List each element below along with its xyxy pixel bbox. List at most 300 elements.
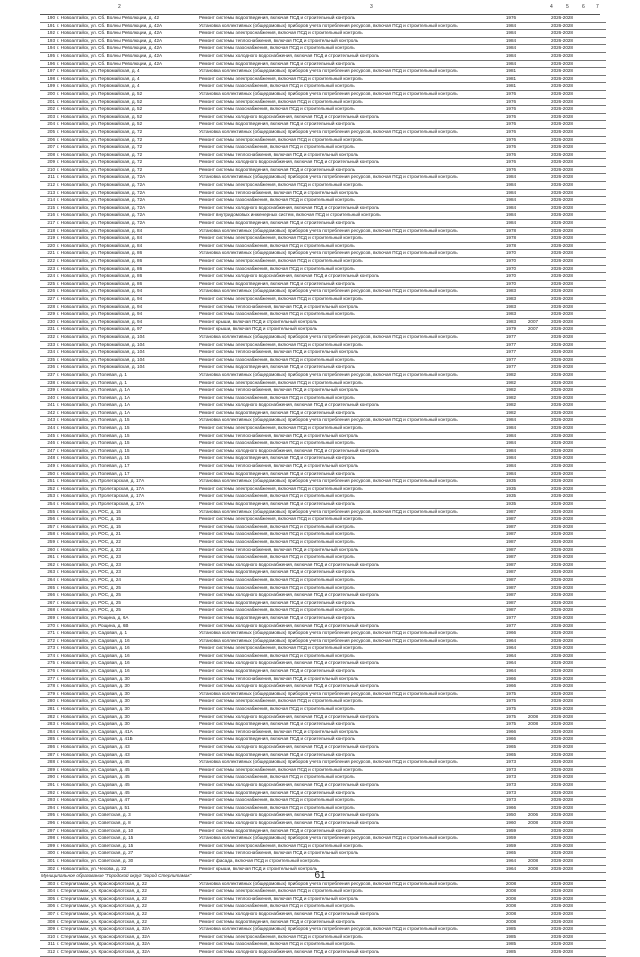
- table-row: [40, 797, 606, 805]
- table-row: [40, 371, 606, 379]
- table-row: [40, 235, 606, 243]
- table-row: [40, 45, 606, 53]
- row-address: г. Новоалтайск, ул. Полевая, д. 15: [56, 425, 198, 433]
- row-address: г. Новоалтайск, ул. РОС, д. 25: [56, 607, 198, 615]
- row-year-repair: [522, 455, 544, 463]
- row-number: 209: [40, 159, 56, 167]
- row-extra: [580, 204, 606, 212]
- row-year-repair: [522, 538, 544, 546]
- row-year-built: 1935: [500, 501, 522, 509]
- table-row: [40, 242, 606, 250]
- row-work-type: Ремонт системы электроснабжения, включая ПСД и строительный контроль: [198, 136, 500, 144]
- row-number: 286: [40, 744, 56, 752]
- row-period: 2026-2028: [544, 607, 580, 615]
- row-year-built: 1950: [500, 812, 522, 820]
- row-number: 302: [40, 865, 56, 873]
- row-extra: [580, 546, 606, 554]
- row-year-repair: [522, 835, 544, 843]
- row-extra: [580, 189, 606, 197]
- row-year-built: 2008: [500, 911, 522, 919]
- row-work-type: Ремонт системы холодного водоснабжения, включая ПСД и строительный контроль: [198, 561, 500, 569]
- table-row: [40, 440, 606, 448]
- row-period: 2026-2028: [544, 409, 580, 417]
- row-work-type: Ремонт системы электроснабжения, включая ПСД и строительный контроль: [198, 182, 500, 190]
- table-row: [40, 333, 606, 341]
- row-year-repair: [522, 151, 544, 159]
- row-period: 2026-2028: [544, 349, 580, 357]
- row-number: 292: [40, 789, 56, 797]
- row-extra: [580, 652, 606, 660]
- row-period: 2026-2028: [544, 819, 580, 827]
- row-extra: [580, 273, 606, 281]
- table-row: [40, 144, 606, 152]
- row-year-repair: [522, 242, 544, 250]
- row-address: г. Новоалтайск, ул. Чехова, д. 22: [56, 865, 198, 873]
- row-year-repair: [522, 52, 544, 60]
- row-number: 194: [40, 45, 56, 53]
- row-year-repair: [522, 926, 544, 934]
- table-row: [40, 166, 606, 174]
- row-extra: [580, 698, 606, 706]
- row-address: г. Стерлитамак, ул. Краснофлотская, д. 32А: [56, 933, 198, 941]
- row-address: г. Новоалтайск, ул. Садовая, д. 16: [56, 645, 198, 653]
- row-year-repair: [522, 949, 544, 957]
- table-row: [40, 728, 606, 736]
- row-year-repair: [522, 333, 544, 341]
- row-work-type: Установка коллективных (общедомовых) приборов учета потребления ресурсов, включая ПСД и строительный контроль: [198, 174, 500, 182]
- row-work-type: Ремонт системы газоснабжения, включая ПСД и строительный контроль: [198, 531, 500, 539]
- row-address: г. Новоалтайск, ул. Первомайская, д. 94: [56, 303, 198, 311]
- row-work-type: Ремонт системы холодного водоснабжения, включая ПСД и строительный контроль: [198, 781, 500, 789]
- table-row: [40, 842, 606, 850]
- row-extra: [580, 235, 606, 243]
- row-address: г. Новоалтайск, ул. Первомайская, д. 86: [56, 280, 198, 288]
- table-row: [40, 630, 606, 638]
- row-extra: [580, 333, 606, 341]
- table-row: [40, 781, 606, 789]
- row-year-repair: [522, 387, 544, 395]
- column-number-header: [0, 4, 640, 14]
- row-work-type: Ремонт системы холодного водоснабжения, включая ПСД и строительный контроль: [198, 911, 500, 919]
- row-year-repair: [522, 592, 544, 600]
- row-year-repair: 2008: [522, 857, 544, 865]
- row-address: г. Новоалтайск, ул. Первомайская, д. 72А: [56, 220, 198, 228]
- row-year-repair: 2008: [522, 721, 544, 729]
- table-row: [40, 508, 606, 516]
- table-row: [40, 888, 606, 896]
- row-year-repair: 2007: [522, 318, 544, 326]
- row-extra: [580, 622, 606, 630]
- row-address: г. Новоалтайск, ул. Садовая, д. 51: [56, 804, 198, 812]
- row-extra: [580, 470, 606, 478]
- row-period: 2026-2028: [544, 68, 580, 76]
- row-work-type: Установка коллективных (общедомовых) приборов учета потребления ресурсов, включая ПСД и строительный контроль: [198, 835, 500, 843]
- row-number: 251: [40, 478, 56, 486]
- row-year-built: 1984: [500, 189, 522, 197]
- row-year-built: 1973: [500, 759, 522, 767]
- row-year-repair: [522, 804, 544, 812]
- row-period: 2026-2028: [544, 356, 580, 364]
- row-extra: [580, 683, 606, 691]
- row-year-repair: [522, 607, 544, 615]
- row-address: г. Новоалтайск, ул. РОС, д. 23: [56, 546, 198, 554]
- row-work-type: Ремонт системы электроснабжения, включая ПСД и строительный контроль: [198, 258, 500, 266]
- row-address: г. Новоалтайск, ул. Первомайская, д. 72: [56, 151, 198, 159]
- row-work-type: Установка коллективных (общедомовых) приборов учета потребления ресурсов, включая ПСД и строительный контроль: [198, 690, 500, 698]
- row-extra: [580, 584, 606, 592]
- col-6-number: 6: [582, 4, 585, 10]
- row-work-type: Ремонт системы газоснабжения, включая ПСД и строительный контроль: [198, 576, 500, 584]
- row-year-built: 2008: [500, 880, 522, 888]
- row-year-repair: [522, 561, 544, 569]
- row-extra: [580, 447, 606, 455]
- row-number: 217: [40, 220, 56, 228]
- row-period: 2026-2028: [544, 258, 580, 266]
- row-period: 2026-2028: [544, 273, 580, 281]
- row-work-type: Ремонт системы электроснабжения, включая ПСД и строительный контроль: [198, 379, 500, 387]
- row-period: 2026-2028: [544, 728, 580, 736]
- row-work-type: Ремонт системы газоснабжения, включая ПСД и строительный контроль: [198, 197, 500, 205]
- row-period: 2026-2028: [544, 523, 580, 531]
- row-year-built: 1979: [500, 326, 522, 334]
- row-extra: [580, 30, 606, 38]
- row-year-repair: [522, 652, 544, 660]
- row-number: 250: [40, 470, 56, 478]
- row-number: 208: [40, 151, 56, 159]
- row-period: 2026-2028: [544, 128, 580, 136]
- row-address: г. Новоалтайск, ул. Советская, д. 15: [56, 842, 198, 850]
- row-address: г. Новоалтайск, ул. Садовая, д. 16: [56, 652, 198, 660]
- row-address: г. Новоалтайск, ул. Советская, д. 10: [56, 827, 198, 835]
- table-row: [40, 637, 606, 645]
- row-year-built: 1966: [500, 728, 522, 736]
- row-number: 229: [40, 311, 56, 319]
- row-period: 2026-2028: [544, 425, 580, 433]
- row-year-repair: [522, 660, 544, 668]
- row-extra: [580, 645, 606, 653]
- row-work-type: Ремонт системы водоотведения, включая ПСД и строительный контроль: [198, 599, 500, 607]
- row-year-repair: [522, 371, 544, 379]
- row-work-type: Установка коллективных (общедомовых) приборов учета потребления ресурсов, включая ПСД и строительный контроль: [198, 880, 500, 888]
- row-number: 223: [40, 265, 56, 273]
- row-number: 308: [40, 918, 56, 926]
- row-number: 219: [40, 235, 56, 243]
- row-year-built: 1970: [500, 258, 522, 266]
- row-extra: [580, 356, 606, 364]
- row-address: г. Новоалтайск, ул. Первомайская, д. 72А: [56, 174, 198, 182]
- row-year-repair: [522, 227, 544, 235]
- row-extra: [580, 804, 606, 812]
- row-year-built: 1977: [500, 341, 522, 349]
- row-work-type: Ремонт системы теплоснабжения, включая ПСД и строительный контроль: [198, 546, 500, 554]
- row-period: 2026-2028: [544, 827, 580, 835]
- row-period: 2026-2028: [544, 90, 580, 98]
- row-year-built: 1966: [500, 630, 522, 638]
- row-year-built: 1975: [500, 706, 522, 714]
- row-year-repair: [522, 675, 544, 683]
- row-year-repair: [522, 295, 544, 303]
- table-row: [40, 918, 606, 926]
- row-address: г. Новоалтайск, ул. Пролетарская, д. 17А: [56, 501, 198, 509]
- row-address: г. Новоалтайск, ул. Первомайская, д. 72А: [56, 204, 198, 212]
- row-year-built: 1964: [500, 668, 522, 676]
- row-extra: [580, 128, 606, 136]
- row-period: 2026-2028: [544, 812, 580, 820]
- table-row: [40, 903, 606, 911]
- table-row: [40, 387, 606, 395]
- table-row: [40, 326, 606, 334]
- row-year-built: 1987: [500, 531, 522, 539]
- row-period: 2026-2028: [544, 106, 580, 114]
- row-year-built: 1970: [500, 280, 522, 288]
- row-number: 241: [40, 402, 56, 410]
- table-row: [40, 789, 606, 797]
- row-year-built: 1982: [500, 371, 522, 379]
- row-year-built: 1984: [500, 60, 522, 68]
- table-row: [40, 311, 606, 319]
- row-period: 2026-2028: [544, 645, 580, 653]
- row-address: г. Новоалтайск, ул. Садовая, д. 43: [56, 751, 198, 759]
- row-address: г. Новоалтайск, ул. Полевая, д. 15: [56, 417, 198, 425]
- row-number: 226: [40, 288, 56, 296]
- row-extra: [580, 933, 606, 941]
- row-number: 285: [40, 736, 56, 744]
- row-number: 301: [40, 857, 56, 865]
- row-year-built: 1977: [500, 364, 522, 372]
- table-row: [40, 227, 606, 235]
- row-work-type: Ремонт системы холодного водоснабжения, включая ПСД и строительный контроль: [198, 819, 500, 827]
- row-number: 288: [40, 759, 56, 767]
- row-period: 2026-2028: [544, 371, 580, 379]
- row-period: 2026-2028: [544, 941, 580, 949]
- row-number: 263: [40, 569, 56, 577]
- row-number: 273: [40, 645, 56, 653]
- row-address: г. Стерлитамак, ул. Краснофлотская, д. 32А: [56, 949, 198, 957]
- row-period: 2026-2028: [544, 60, 580, 68]
- row-number: 272: [40, 637, 56, 645]
- row-number: 193: [40, 37, 56, 45]
- row-extra: [580, 774, 606, 782]
- row-work-type: Ремонт системы электроснабжения, включая ПСД и строительный контроль: [198, 766, 500, 774]
- row-work-type: Ремонт системы электроснабжения, включая ПСД и строительный контроль: [198, 295, 500, 303]
- row-year-repair: [522, 166, 544, 174]
- row-year-built: 1973: [500, 781, 522, 789]
- row-address: г. Стерлитамак, ул. Краснофлотская, д. 22: [56, 911, 198, 919]
- row-extra: [580, 45, 606, 53]
- row-address: г. Новоалтайск, ул. Сб. Волны Революции, д. 42А: [56, 22, 198, 30]
- row-work-type: Ремонт системы электроснабжения, включая ПСД и строительный контроль: [198, 698, 500, 706]
- table-row: [40, 949, 606, 957]
- row-year-built: 1935: [500, 485, 522, 493]
- table-row: [40, 273, 606, 281]
- table-row: [40, 83, 606, 91]
- row-year-built: 1987: [500, 599, 522, 607]
- row-number: 284: [40, 728, 56, 736]
- row-address: г. Новоалтайск, ул. РОС, д. 15: [56, 516, 198, 524]
- row-address: г. Новоалтайск, ул. Садовая, д. 41А: [56, 728, 198, 736]
- table-row: [40, 212, 606, 220]
- row-year-repair: [522, 698, 544, 706]
- row-number: 247: [40, 447, 56, 455]
- row-year-repair: [522, 75, 544, 83]
- row-year-repair: [522, 250, 544, 258]
- repair-register-table: [40, 15, 606, 957]
- row-year-built: 1987: [500, 576, 522, 584]
- row-year-repair: [522, 440, 544, 448]
- row-address: г. Новоалтайск, ул. РОС, д. 25: [56, 592, 198, 600]
- row-year-built: 1970: [500, 250, 522, 258]
- row-year-built: 1976: [500, 151, 522, 159]
- row-period: 2026-2028: [544, 584, 580, 592]
- row-extra: [580, 151, 606, 159]
- row-address: г. Стерлитамак, ул. Краснофлотская, д. 32А: [56, 941, 198, 949]
- row-extra: [580, 106, 606, 114]
- row-address: г. Новоалтайск, ул. Сб. Волны Революции, д. 42А: [56, 45, 198, 53]
- row-period: 2026-2028: [544, 622, 580, 630]
- table-row: [40, 68, 606, 76]
- row-work-type: Ремонт системы газоснабжения, включая ПСД и строительный контроль: [198, 83, 500, 91]
- row-year-repair: [522, 30, 544, 38]
- row-work-type: Ремонт системы водоотведения, включая ПСД и строительный контроль: [198, 220, 500, 228]
- row-work-type: Ремонт системы холодного водоснабжения, включая ПСД и строительный контроль: [198, 592, 500, 600]
- row-work-type: Ремонт системы теплоснабжения, включая ПСД и строительный контроль: [198, 37, 500, 45]
- row-year-repair: [522, 941, 544, 949]
- row-extra: [580, 766, 606, 774]
- table-row: [40, 607, 606, 615]
- row-address: г. Новоалтайск, ул. Садовая, д. 41Б: [56, 736, 198, 744]
- row-address: г. Новоалтайск, ул. Первомайская, д. 104: [56, 364, 198, 372]
- table-row: [40, 501, 606, 509]
- row-extra: [580, 728, 606, 736]
- row-address: г. Новоалтайск, ул. Сб. Волны Революции, д. 42А: [56, 37, 198, 45]
- row-work-type: Ремонт системы газоснабжения, включая ПСД и строительный контроль: [198, 941, 500, 949]
- row-work-type: Ремонт системы газоснабжения, включая ПСД и строительный контроль: [198, 523, 500, 531]
- row-extra: [580, 394, 606, 402]
- table-row: [40, 538, 606, 546]
- row-address: г. Новоалтайск, ул. Первомайская, д. 4: [56, 83, 198, 91]
- section-title: Муниципальное образование "Городской округ "город Стерлитамак": [40, 873, 606, 881]
- table-row: [40, 516, 606, 524]
- row-period: 2026-2028: [544, 288, 580, 296]
- row-work-type: Ремонт системы водоотведения, включая ПСД и строительный контроль: [198, 721, 500, 729]
- row-extra: [580, 83, 606, 91]
- row-extra: [580, 212, 606, 220]
- row-number: 282: [40, 713, 56, 721]
- table-row: [40, 30, 606, 38]
- row-year-repair: [522, 728, 544, 736]
- row-address: г. Новоалтайск, ул. Садовая, д. 45: [56, 781, 198, 789]
- row-year-repair: [522, 850, 544, 858]
- row-year-built: 1984: [500, 425, 522, 433]
- row-work-type: Ремонт системы газоснабжения, включая ПСД и строительный контроль: [198, 804, 500, 812]
- row-number: 230: [40, 318, 56, 326]
- row-address: г. Новоалтайск, ул. Первомайская, д. 52: [56, 90, 198, 98]
- row-period: 2026-2028: [544, 341, 580, 349]
- table-row: [40, 288, 606, 296]
- table-row: [40, 15, 606, 22]
- row-number: 232: [40, 333, 56, 341]
- row-year-built: 1987: [500, 546, 522, 554]
- table-row: [40, 645, 606, 653]
- row-extra: [580, 781, 606, 789]
- row-year-built: 1964: [500, 865, 522, 873]
- table-row: [40, 546, 606, 554]
- table-row: [40, 926, 606, 934]
- row-address: г. Новоалтайск, ул. Полевая, д. 1А: [56, 394, 198, 402]
- row-work-type: Ремонт системы водоотведения, включая ПСД и строительный контроль: [198, 614, 500, 622]
- row-year-built: 2008: [500, 895, 522, 903]
- row-extra: [580, 478, 606, 486]
- row-number: 210: [40, 166, 56, 174]
- row-address: г. Новоалтайск, ул. Первомайская, д. 94: [56, 318, 198, 326]
- row-year-repair: [522, 106, 544, 114]
- row-year-repair: [522, 303, 544, 311]
- table-row: [40, 265, 606, 273]
- row-work-type: Установка коллективных (общедомовых) приборов учета потребления ресурсов, включая ПСД и строительный контроль: [198, 250, 500, 258]
- row-work-type: Ремонт фасада, включая ПСД и строительный контроль: [198, 857, 500, 865]
- table-row: [40, 698, 606, 706]
- row-address: г. Стерлитамак, ул. Краснофлотская, д. 22: [56, 895, 198, 903]
- row-address: г. Новоалтайск, ул. РОС, д. 25: [56, 584, 198, 592]
- row-extra: [580, 341, 606, 349]
- row-work-type: Ремонт системы холодного водоснабжения, включая ПСД и строительный контроль: [198, 159, 500, 167]
- row-number: 294: [40, 804, 56, 812]
- row-extra: [580, 417, 606, 425]
- row-year-repair: [522, 690, 544, 698]
- row-year-built: 1982: [500, 409, 522, 417]
- table-row: [40, 713, 606, 721]
- row-work-type: Ремонт системы газоснабжения, включая ПСД и строительный контроль: [198, 706, 500, 714]
- row-work-type: Ремонт системы холодного водоснабжения, включая ПСД и строительный контроль: [198, 113, 500, 121]
- row-year-repair: [522, 493, 544, 501]
- row-year-repair: [522, 759, 544, 767]
- row-year-repair: [522, 546, 544, 554]
- row-extra: [580, 789, 606, 797]
- row-work-type: Ремонт системы холодного водоснабжения, включая ПСД и строительный контроль: [198, 949, 500, 957]
- row-extra: [580, 607, 606, 615]
- row-work-type: Ремонт системы электроснабжения, включая ПСД и строительный контроль: [198, 98, 500, 106]
- row-year-built: 1981: [500, 75, 522, 83]
- row-year-built: 1978: [500, 227, 522, 235]
- row-period: 2026-2028: [544, 242, 580, 250]
- row-number: 298: [40, 835, 56, 843]
- table-row: [40, 394, 606, 402]
- row-period: 2026-2028: [544, 683, 580, 691]
- row-year-built: 1984: [500, 212, 522, 220]
- table-row: [40, 668, 606, 676]
- row-number: 254: [40, 501, 56, 509]
- row-year-built: 1984: [500, 470, 522, 478]
- row-number: 239: [40, 387, 56, 395]
- row-address: г. Новоалтайск, ул. Садовая, д. 30: [56, 675, 198, 683]
- row-period: 2026-2028: [544, 546, 580, 554]
- row-year-built: 1984: [500, 52, 522, 60]
- row-year-repair: [522, 485, 544, 493]
- row-number: 290: [40, 774, 56, 782]
- table-row: [40, 204, 606, 212]
- row-year-repair: [522, 288, 544, 296]
- row-address: г. Новоалтайск, ул. Сб. Волны Революции, д. 42А: [56, 60, 198, 68]
- row-period: 2026-2028: [544, 220, 580, 228]
- row-number: 245: [40, 432, 56, 440]
- row-work-type: Ремонт системы электроснабжения, включая ПСД и строительный контроль: [198, 485, 500, 493]
- table-row: [40, 554, 606, 562]
- table-row: [40, 941, 606, 949]
- row-year-repair: [522, 888, 544, 896]
- row-extra: [580, 22, 606, 30]
- row-period: 2026-2028: [544, 318, 580, 326]
- row-number: 266: [40, 592, 56, 600]
